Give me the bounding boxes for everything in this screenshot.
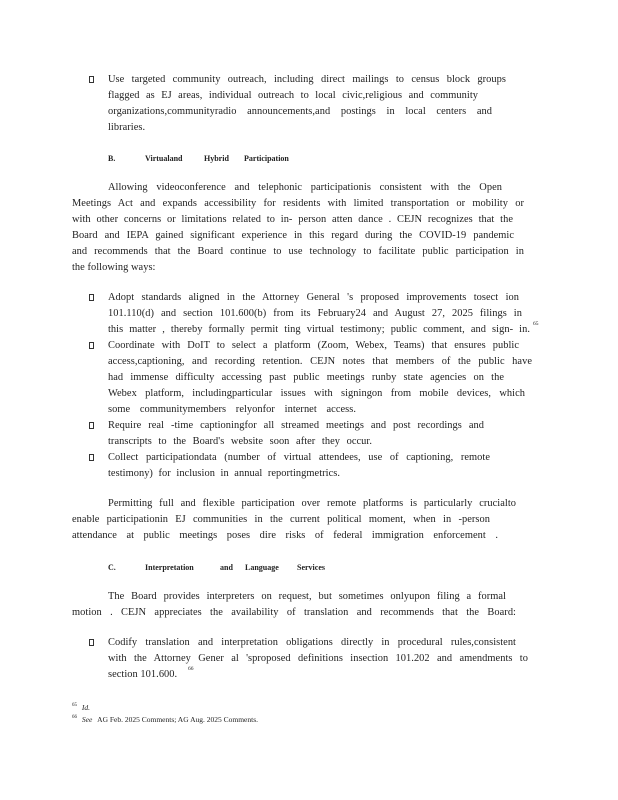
footnote-number: 65 <box>72 703 77 708</box>
list-item-text: flagged as EJ areas, individual outreach to local civic,religious and community <box>108 90 478 101</box>
list-item-text: Adopt standards aligned in the Attorney General 's proposed improvements tosect ion <box>108 292 519 303</box>
section-word: Language <box>245 563 279 572</box>
list-item-text: organizations,communityradio announcements,and postings in local centers and <box>108 106 492 117</box>
list-item-text: testimony) for inclusion in annual reportingmetrics. <box>108 468 340 479</box>
bullet-marker <box>89 76 94 83</box>
footnote <box>72 713 258 725</box>
list-item-text: this matter , thereby formally permit ting virtual testimony; public comment, and sign- in. <box>108 324 530 335</box>
list-item-text: Require real -time captioningfor all streamed meetings and post recordings and <box>108 420 484 431</box>
section-heading-c <box>108 562 328 574</box>
list-item-text: section 101.600. <box>108 669 178 680</box>
list-item-text: access,captioning, and recording retention. CEJN notes that members of the public have <box>108 356 532 367</box>
list-item-text: with the Attorney Gener al 'sproposed definitions insection 101.202 and amendments to <box>108 653 528 664</box>
footnote-text: Id. <box>81 702 90 712</box>
bullet-marker <box>89 454 94 461</box>
list-item-text: Collect participationdata (number of virtual attendees, use of captioning, remote <box>108 452 490 463</box>
section-word: Hybrid <box>204 154 229 163</box>
paragraph-text: motion . CEJN appreciates the availability of translation and recommends that the Board: <box>72 607 516 618</box>
bullet-marker <box>89 294 94 301</box>
paragraph-text: with other concerns or limitations related to in- person atten dance . CEJN recognizes that the <box>72 214 513 225</box>
section-word: Services <box>297 563 325 572</box>
paragraph-text: Allowing videoconference and telephonic participationis consistent with the Open <box>108 182 502 193</box>
footnote-divider <box>72 698 192 699</box>
paragraph-text: attendance at public meetings poses dire risks of federal immigration enforcement . <box>72 530 498 541</box>
section-word: Virtualand <box>145 154 183 163</box>
paragraph-text: and recommends that the Board continue to use technology to facilitate public participation in <box>72 246 524 257</box>
list-item-text: some communitymembers relyonfor internet access. <box>108 404 356 415</box>
list-item-text: transcripts to the Board's website soon after they occur. <box>108 436 372 447</box>
bullet-marker <box>89 639 94 646</box>
section-letter: B. <box>108 154 116 163</box>
footnote-number: 66 <box>72 715 77 720</box>
paragraph-text: The Board provides interpreters on request, but sometimes onlyupon filing a formal <box>108 591 506 602</box>
list-item-text: Use targeted community outreach, including direct mailings to census block groups <box>108 74 506 85</box>
paragraph-text: Permitting full and flexible participation over remote platforms is particularly crucialto <box>108 498 516 509</box>
list-item-text: Webex platform, includingparticular issues with signingon from mobile devices, which <box>108 388 525 399</box>
paragraph-text: the following ways: <box>72 262 156 273</box>
section-word: and <box>220 563 233 572</box>
footnote <box>72 701 90 713</box>
paragraph-text: Board and IEPA gained significant experience in this regard during the COVID-19 pandemic <box>72 230 514 241</box>
section-letter: C. <box>108 563 116 572</box>
list-item-text: libraries. <box>108 122 146 133</box>
footnote-text: AG Feb. 2025 Comments; AG Aug. 2025 Comments. <box>97 714 259 724</box>
paragraph-text: Meetings Act and expands accessibility for residents with limited transportation or mobility or <box>72 198 524 209</box>
footnote-marker <box>188 665 194 673</box>
paragraph-text: enable participationin EJ communities in the current political moment, when in -person <box>72 514 490 525</box>
footnote-signal: See <box>81 714 93 724</box>
bullet-marker <box>89 422 94 429</box>
list-item-text: Codify translation and interpretation obligations directly in procedural rules,consistent <box>108 637 516 648</box>
section-word: Participation <box>244 154 289 163</box>
bullet-marker <box>89 342 94 349</box>
section-word: Interpretation <box>145 563 194 572</box>
footnote-ref: 66 <box>188 666 194 672</box>
section-heading-b <box>108 153 308 165</box>
list-item-text: Coordinate with DoIT to select a platform (Zoom, Webex, Teams) that ensures public <box>108 340 519 351</box>
list-item-text: had immense difficulty accessing past public meetings runby state agencies on the <box>108 372 504 383</box>
footnote-marker <box>533 320 539 328</box>
footnote-ref: 65 <box>533 321 539 327</box>
list-item-text: 101.110(d) and section 101.600(b) from its February24 and August 27, 2025 filings in <box>108 308 522 319</box>
